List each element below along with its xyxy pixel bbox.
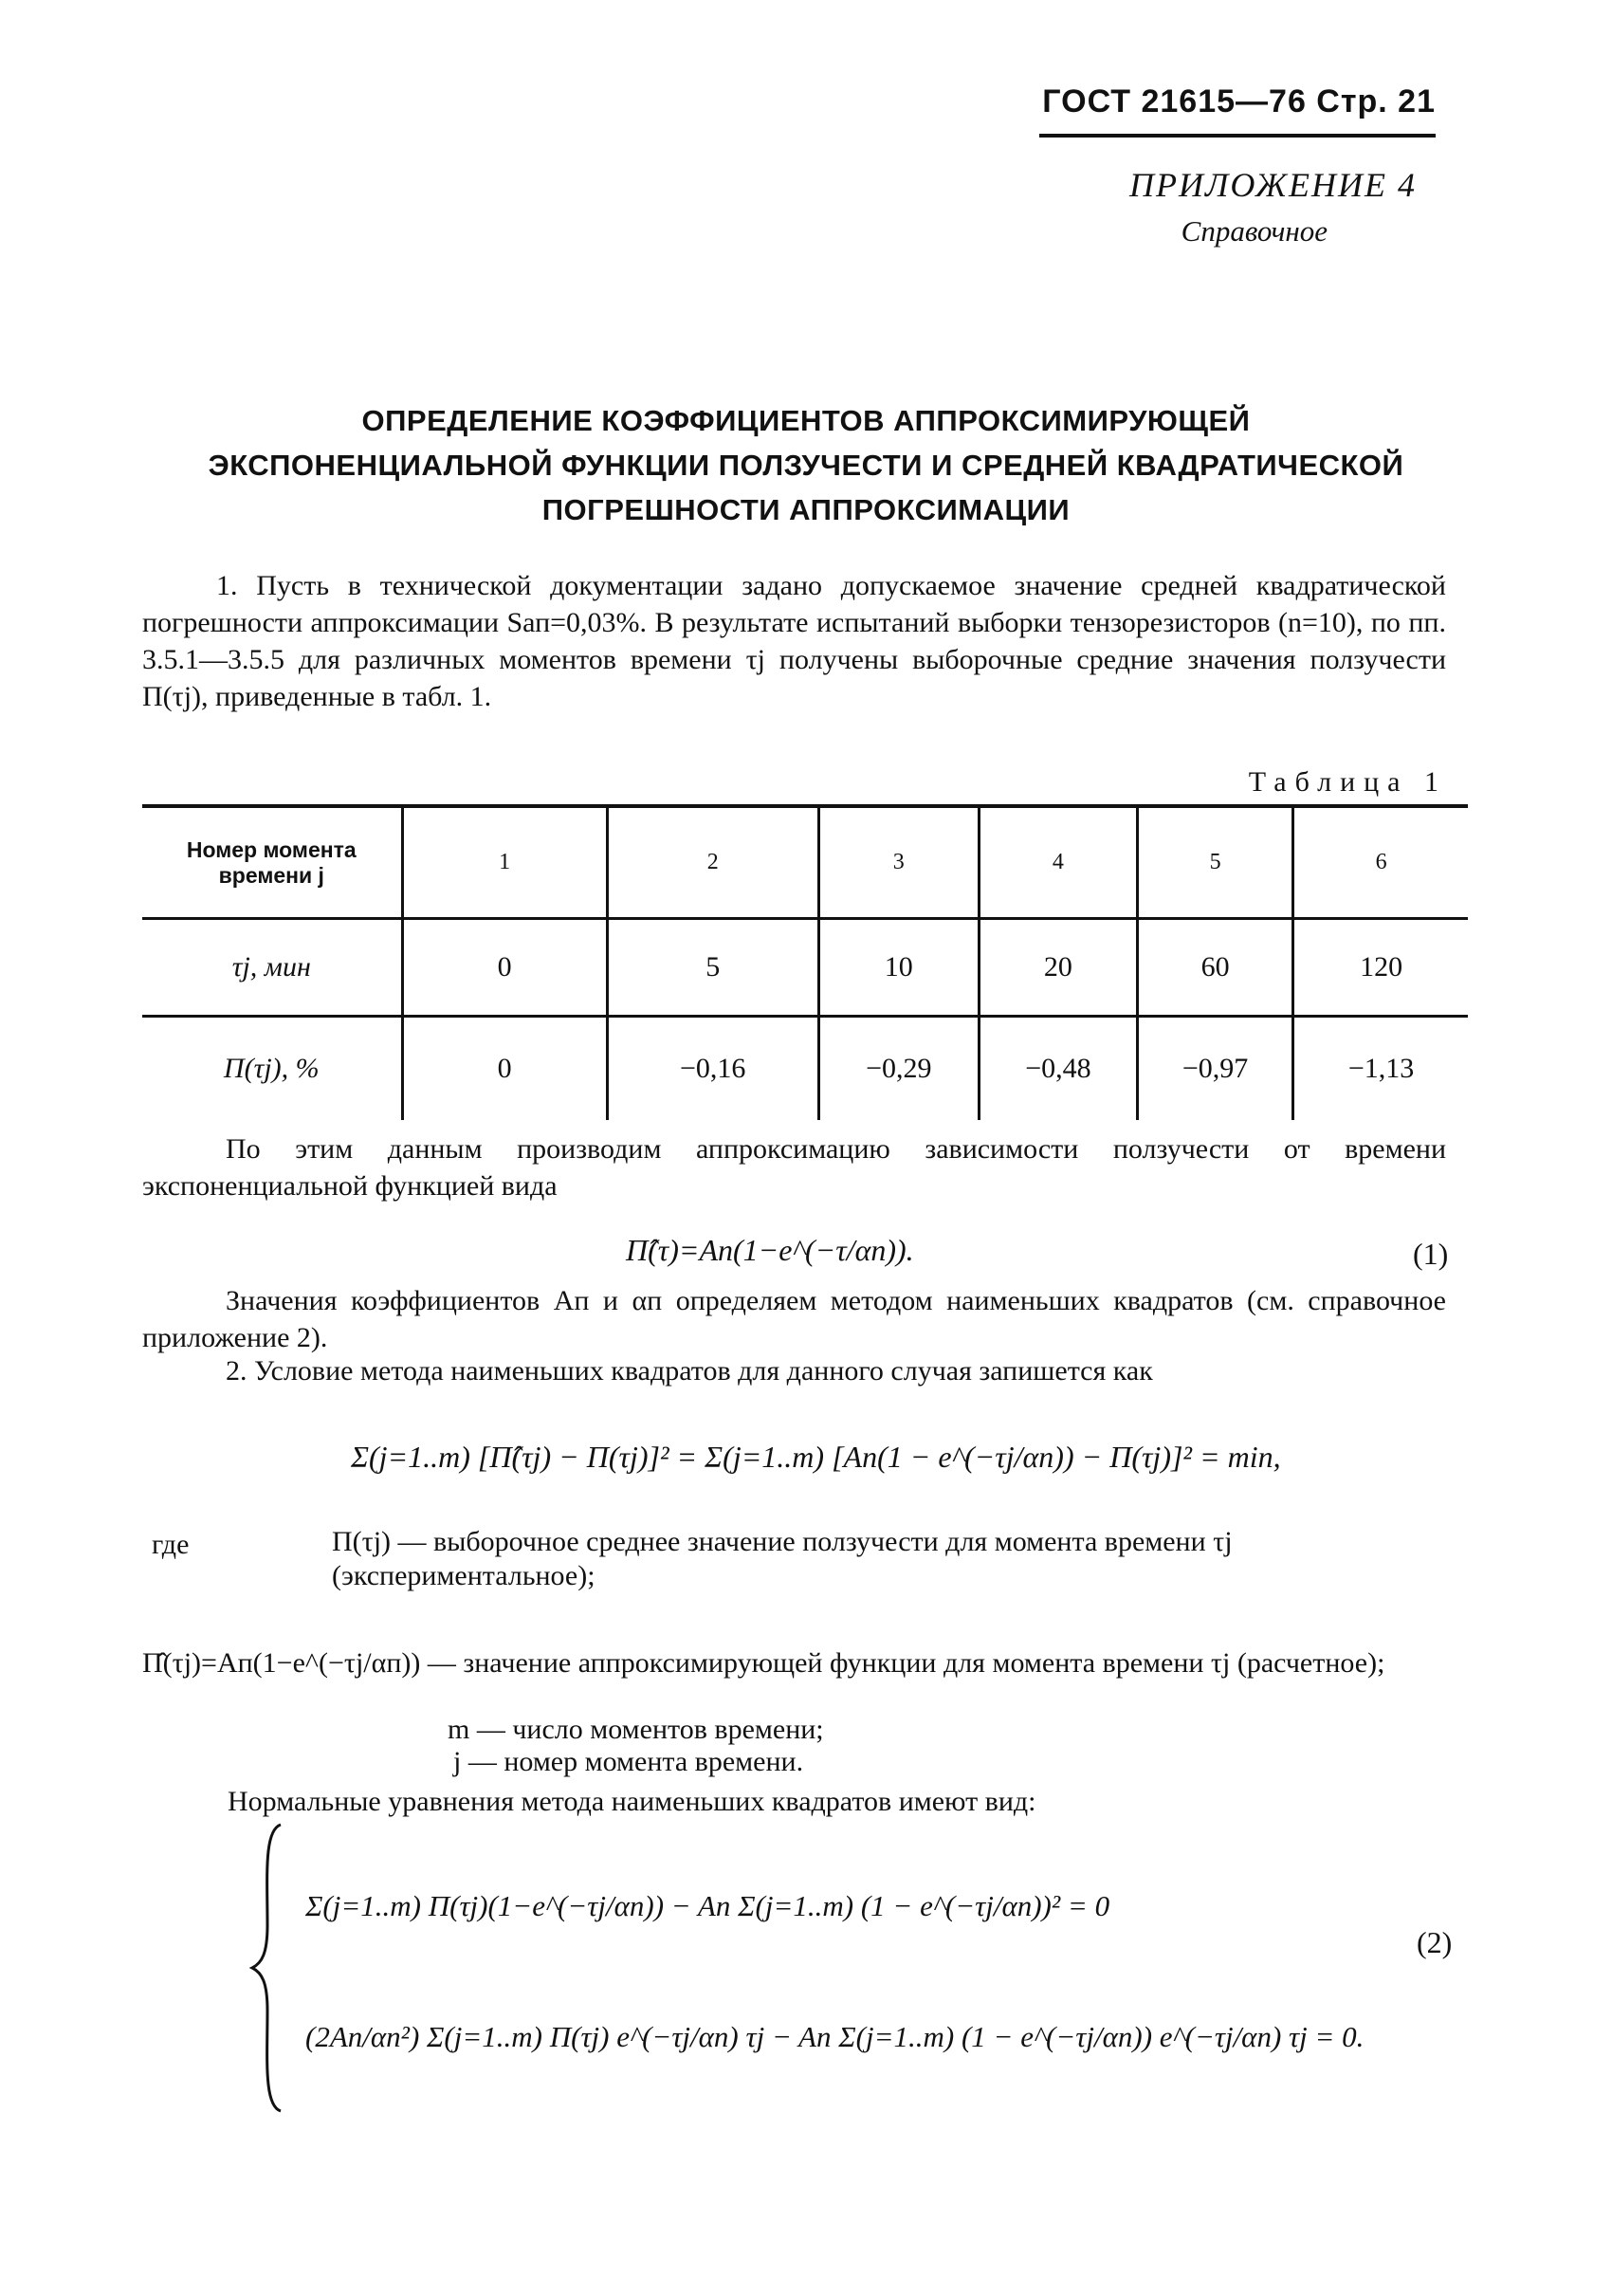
table-row [142, 1017, 1468, 1121]
table-cell: −0,29 [818, 1017, 979, 1121]
page-header: ГОСТ 21615—76 Стр. 21 [1039, 83, 1436, 138]
document-title: ОПРЕДЕЛЕНИЕ КОЭФФИЦИЕНТОВ АППРОКСИМИРУЮЩЕЙ ЭКСПОНЕНЦИАЛЬНОЙ ФУНКЦИИ ПОЛЗУЧЕСТИ И СРЕДНЕЙ КВАДРАТИЧЕСКОЙ ПОГРЕШНОСТИ АППРОКСИМАЦИИ [208, 404, 1404, 526]
formula-2: Σ(j=1..m) [П̂(τj) − П(τj)]² = Σ(j=1..m) [Aп(1 − e^(−τj/αп)) − П(τj)]² = min, [351, 1440, 1281, 1474]
table-cell: 1 [402, 806, 607, 919]
table-cell: −0,48 [979, 1017, 1137, 1121]
table-cell: τj, мин [142, 919, 402, 1017]
table-cell: П(τj), % [142, 1017, 402, 1121]
paragraph-2: По этим данным производим аппроксимацию зависимости ползучести от времени экспоненциальной функцией вида [142, 1133, 1446, 1202]
table-cell: 6 [1293, 806, 1468, 919]
paragraph-1: 1. Пусть в технической документации задано допускаемое значение средней квадратической погрешности аппроксимации Sап=0,03%. В результате испытаний выборки тензорезисторов (n=10), по пп. 3.5.1—3.5.5 для различных моментов времени τj получены выборочные средние значения ползучести П(τj), приведенные в табл. 1. [142, 570, 1446, 712]
table-cell: 60 [1137, 919, 1292, 1017]
table-cell: 2 [607, 806, 818, 919]
table-cell: Номер момента времени j [142, 806, 402, 919]
table-header-row [142, 806, 1468, 919]
data-table [142, 804, 1468, 1120]
table-cell: −0,16 [607, 1017, 818, 1121]
formula-1-number: (1) [1413, 1237, 1449, 1271]
table-cell: 4 [979, 806, 1137, 919]
system-brace-icon [248, 1821, 286, 2115]
table-cell: 5 [1137, 806, 1292, 919]
paragraph-3: Значения коэффициентов Aп и αп определяем методом наименьших квадратов (см. справочное приложение 2). [142, 1285, 1446, 1353]
appendix-subtitle: Справочное [1181, 214, 1328, 248]
paragraph-5: Нормальные уравнения метода наименьших квадратов имеют вид: [228, 1786, 1036, 1817]
table-cell: 0 [402, 1017, 607, 1121]
where-label: где [152, 1529, 190, 1560]
normal-equation-2: (2Aп/αп²) Σ(j=1..m) П(τj) e^(−τj/αп) τj − Aп Σ(j=1..m) (1 − e^(−τj/αп)) e^(−τj/αп) τj = 0. [305, 2020, 1365, 2053]
table-cell: −1,13 [1347, 1053, 1415, 1084]
table-cell: −0,97 [1137, 1017, 1292, 1121]
definition-m: m — число моментов времени; [448, 1714, 824, 1745]
table-cell: 20 [979, 919, 1137, 1017]
table-cell: 0 [402, 919, 607, 1017]
table-cell: 3 [818, 806, 979, 919]
appendix-title: ПРИЛОЖЕНИЕ 4 [1129, 166, 1417, 204]
table-caption: Таблица 1 [1248, 766, 1447, 798]
definition-approximating: П̂(τj)=Aп(1−e^(−τj/αп)) — значение аппроксимирующей функции для момента времени τj (расчетное); [142, 1647, 1385, 1679]
definition-experimental: П(τj) — выборочное среднее значение ползучести для момента времени τj (экспериментальное); [332, 1526, 1233, 1591]
table-cell: 10 [818, 919, 979, 1017]
definition-j: j — номер момента времени. [453, 1746, 804, 1777]
normal-equation-1: Σ(j=1..m) П(τj)(1−e^(−τj/αп)) − Aп Σ(j=1..m) (1 − e^(−τj/αп))² = 0 [305, 1889, 1110, 1922]
table-row [142, 919, 1468, 1017]
table-cell: 5 [607, 919, 818, 1017]
paragraph-4: 2. Условие метода наименьших квадратов для данного случая запишется как [226, 1355, 1153, 1387]
formula-1: П̂(τ)=Aп(1−e^(−τ/αп)). [626, 1233, 914, 1267]
table-cell: 120 [1293, 919, 1468, 1017]
formula-2-number: (2) [1417, 1925, 1453, 1959]
